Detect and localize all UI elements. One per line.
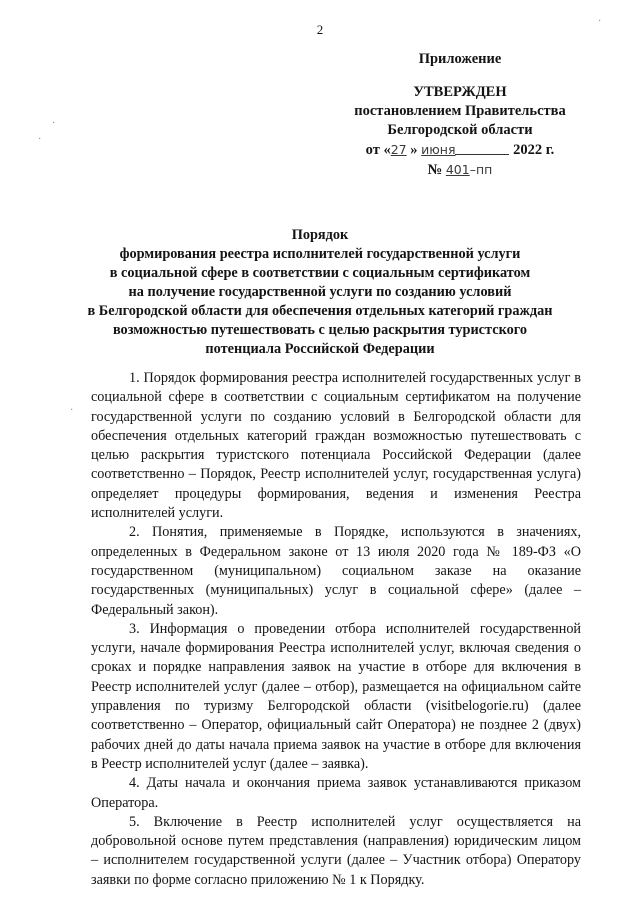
document-title (80, 226, 560, 359)
document-body (91, 369, 581, 890)
title-line: в социальной сфере в соответствии с социальным сертификатом (109, 265, 531, 281)
scan-speck: · (38, 134, 42, 145)
scan-speck: · (598, 16, 602, 27)
title-line: на получение государственной услуги по созданию условий (128, 284, 512, 300)
title-line: возможностью путешествовать с целью раскрытия туристского (112, 322, 528, 338)
title-line: потенциала Российской Федерации (205, 341, 435, 357)
date-prefix: от « (365, 142, 391, 158)
date-year: 2022 г. (513, 142, 555, 158)
date-day: 27 (390, 142, 407, 157)
paragraph-1: 1. Порядок формирования реестра исполнителей государственных услуг в социальной сфере в соответствии с социальным сертификатом на получение государственной услуги по созданию условий в Белгородской области для обеспечения отдельных категорий граждан возможностью путешествовать с целью раскрытия туристского потенциала Российской Федерации (далее соответственно – Порядок, Реестр исполнителей услуг, государственная услуга) определяет процедуры формирования, ведения и изменения Реестра исполнителей услуги. (91, 370, 581, 522)
number-suffix: –пп (469, 162, 493, 177)
approval-date (340, 140, 580, 160)
approved-label: УТВЕРЖДЕН (413, 84, 507, 100)
title-line: Порядок (291, 227, 349, 243)
title-line: в Белгородской области для обеспечения отдельных категорий граждан (87, 303, 553, 319)
paragraph-4: 4. Даты начала и окончания приема заявок устанавливаются приказом Оператора. (91, 775, 581, 811)
approval-line-1: постановлением Правительства (354, 103, 566, 119)
paragraph-3: 3. Информация о проведении отбора исполнителей государственной услуги, начале формирования Реестра исполнителей услуг, включая сведения о сроках и порядке направления заявок на участие в отборе для включения в Реестр исполнителей услуг (далее – отбор), размещается на официальном сайте управления по туризму Белгородской области (visitbelogorie.ru) (далее соответственно – Оператор, официальный сайт Оператора) не позднее 2 (двух) рабочих дней до даты начала приема заявок на участие в отборе для включения в Реестр исполнителей услуг (далее – заявка). (91, 620, 581, 772)
number-value: 401 (445, 162, 470, 177)
date-mid: » (410, 142, 418, 158)
date-month: июня (421, 142, 456, 157)
scan-speck: · (52, 118, 56, 129)
appendix-label: Приложение (418, 51, 502, 67)
page-number: 2 (316, 22, 324, 37)
paragraph-2: 2. Понятия, применяемые в Порядке, используются в значениях, определенных в Федеральном законе от 13 июля 2020 года № 189-ФЗ «О государственном (муниципальном) социальном заказе на оказание государственных (муниципальных) услуг в социальной сфере» (далее – Федеральный закон). (91, 524, 581, 618)
number-prefix: № (427, 162, 443, 178)
paragraph-5: 5. Включение в Реестр исполнителей услуг осуществляется на добровольной основе путем представления (направления) юридическим лицом – исполнителем государственной услуги (далее – Участник отбора) Оператору заявки по форме согласно приложению № 1 к Порядку. (91, 813, 581, 888)
date-underline (455, 142, 509, 155)
scan-speck: · (70, 405, 74, 416)
approval-line-2: Белгородской области (387, 122, 533, 138)
approval-number (340, 160, 580, 180)
title-line: формирования реестра исполнителей государственной услуги (119, 246, 521, 262)
approval-block (340, 50, 580, 180)
